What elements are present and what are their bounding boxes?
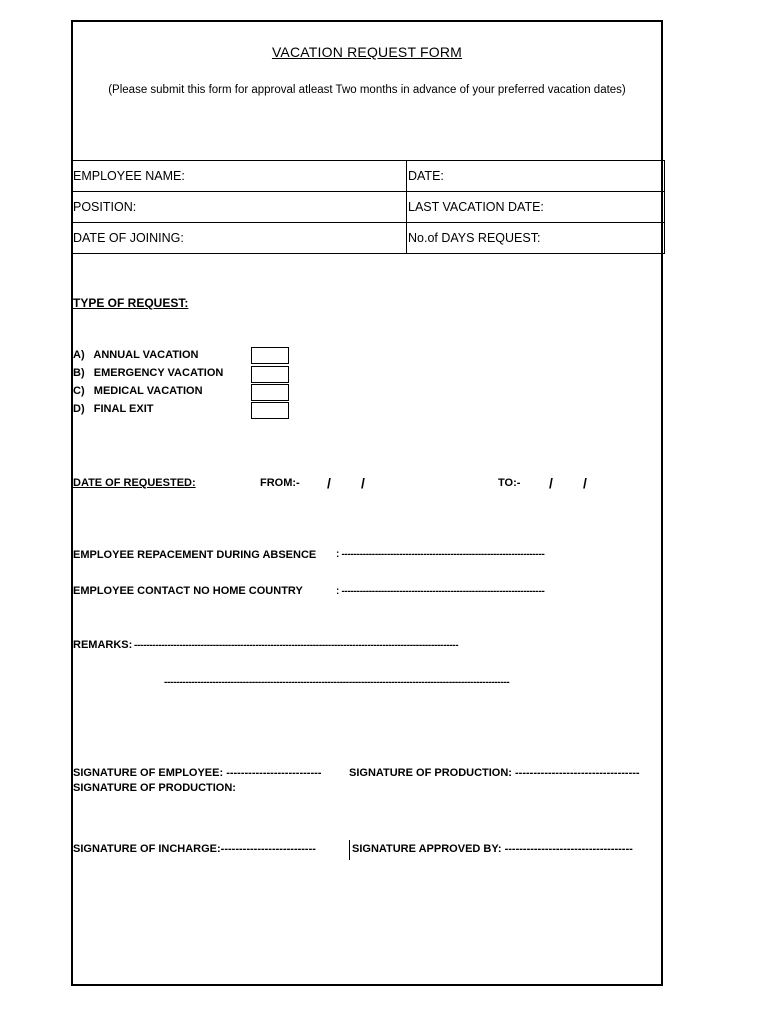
option-emergency-vacation [73, 367, 223, 379]
form-subtitle: (Please submit this form for approval atleast Two months in advance of your preferred vacation dates) [108, 84, 626, 96]
option-letter: B) [73, 367, 85, 379]
remarks-field[interactable]: ----------------------------------------------------------------------------------------------------------- [134, 640, 459, 651]
date-requested-heading: DATE OF REQUESTED: [73, 477, 196, 489]
days-request-field[interactable]: No.of DAYS REQUEST: [407, 223, 665, 254]
replacement-label: EMPLOYEE REPACEMENT DURING ABSENCE [73, 549, 317, 561]
medical-vacation-checkbox[interactable] [251, 384, 289, 401]
to-date-slash-1: / [549, 475, 553, 491]
text-cursor [349, 840, 350, 860]
option-medical-vacation [73, 385, 203, 397]
option-letter: A) [73, 349, 85, 361]
production-signature-overflow: SIGNATURE OF PRODUCTION: [73, 782, 236, 794]
from-date-slash-1: / [327, 475, 331, 491]
option-final-exit [73, 403, 153, 415]
replacement-field[interactable]: : ------------------------------------------------------------------- [336, 549, 545, 560]
contact-label: EMPLOYEE CONTACT NO HOME COUNTRY [73, 585, 303, 597]
type-of-request-heading: TYPE OF REQUEST: [73, 296, 189, 310]
employee-name-field[interactable]: EMPLOYEE NAME: [72, 161, 407, 192]
annual-vacation-checkbox[interactable] [251, 347, 289, 364]
emergency-vacation-checkbox[interactable] [251, 366, 289, 383]
last-vacation-date-field[interactable]: LAST VACATION DATE: [407, 192, 665, 223]
employee-info-table [71, 160, 665, 254]
incharge-signature[interactable]: SIGNATURE OF INCHARGE:-------------------------- [73, 843, 316, 855]
employee-signature[interactable]: SIGNATURE OF EMPLOYEE: -------------------------- [73, 767, 322, 779]
vacation-request-form [71, 20, 663, 986]
approved-by-signature[interactable]: SIGNATURE APPROVED BY: ----------------------------------- [352, 843, 633, 855]
table-row [72, 223, 665, 254]
date-field[interactable]: DATE: [407, 161, 665, 192]
from-date-slash-2: / [361, 475, 365, 491]
option-letter: C) [73, 385, 85, 397]
to-date-slash-2: / [583, 475, 587, 491]
form-title: VACATION REQUEST FORM [271, 44, 463, 60]
option-letter: D) [73, 403, 85, 415]
contact-field[interactable]: : ------------------------------------------------------------------- [336, 586, 545, 597]
option-label: MEDICAL VACATION [93, 385, 203, 397]
option-annual-vacation [73, 349, 198, 361]
production-signature[interactable]: SIGNATURE OF PRODUCTION: ---------------------------------- [349, 767, 640, 779]
to-label: TO:- [498, 477, 521, 489]
option-label: ANNUAL VACATION [93, 349, 199, 361]
remarks-field-line-2[interactable]: ------------------------------------------------------------------------------------------------------------------ [164, 677, 510, 688]
from-label: FROM:- [260, 477, 300, 489]
option-label: FINAL EXIT [93, 403, 154, 415]
remarks-label: REMARKS: [73, 639, 133, 651]
final-exit-checkbox[interactable] [251, 402, 289, 419]
table-row [72, 192, 665, 223]
position-field[interactable]: POSITION: [72, 192, 407, 223]
date-of-joining-field[interactable]: DATE OF JOINING: [72, 223, 407, 254]
table-row [72, 161, 665, 192]
option-label: EMERGENCY VACATION [93, 367, 224, 379]
